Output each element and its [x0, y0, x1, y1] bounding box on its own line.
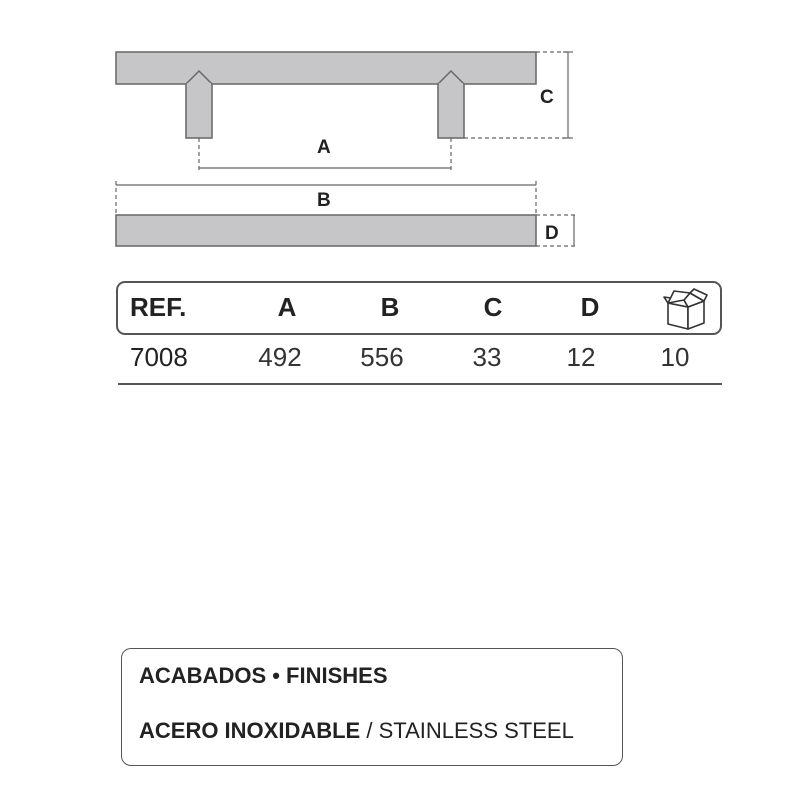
value-b: 556 [360, 342, 404, 372]
header-a: A [277, 292, 297, 322]
table-header-frame [116, 281, 722, 335]
table-bottom-rule [118, 383, 722, 385]
header-d: D [580, 292, 600, 322]
box-icon [660, 287, 710, 331]
finishes-title: ACABADOS • FINISHES [139, 663, 388, 688]
value-ref: 7008 [130, 342, 188, 372]
header-b: B [380, 292, 400, 322]
value-a: 492 [258, 342, 302, 372]
material-en: STAINLESS STEEL [378, 718, 574, 743]
value-c: 33 [472, 342, 502, 372]
header-ref: REF. [130, 292, 187, 322]
material-separator: / [360, 718, 379, 743]
header-c: C [483, 292, 503, 322]
value-d: 12 [566, 342, 596, 372]
label-c: C [540, 87, 554, 108]
value-pack: 10 [660, 342, 690, 372]
label-d: D [545, 223, 559, 244]
label-b: B [317, 190, 331, 211]
material-es: ACERO INOXIDABLE [139, 718, 361, 743]
label-a: A [317, 137, 331, 158]
finishes-material [139, 718, 574, 744]
